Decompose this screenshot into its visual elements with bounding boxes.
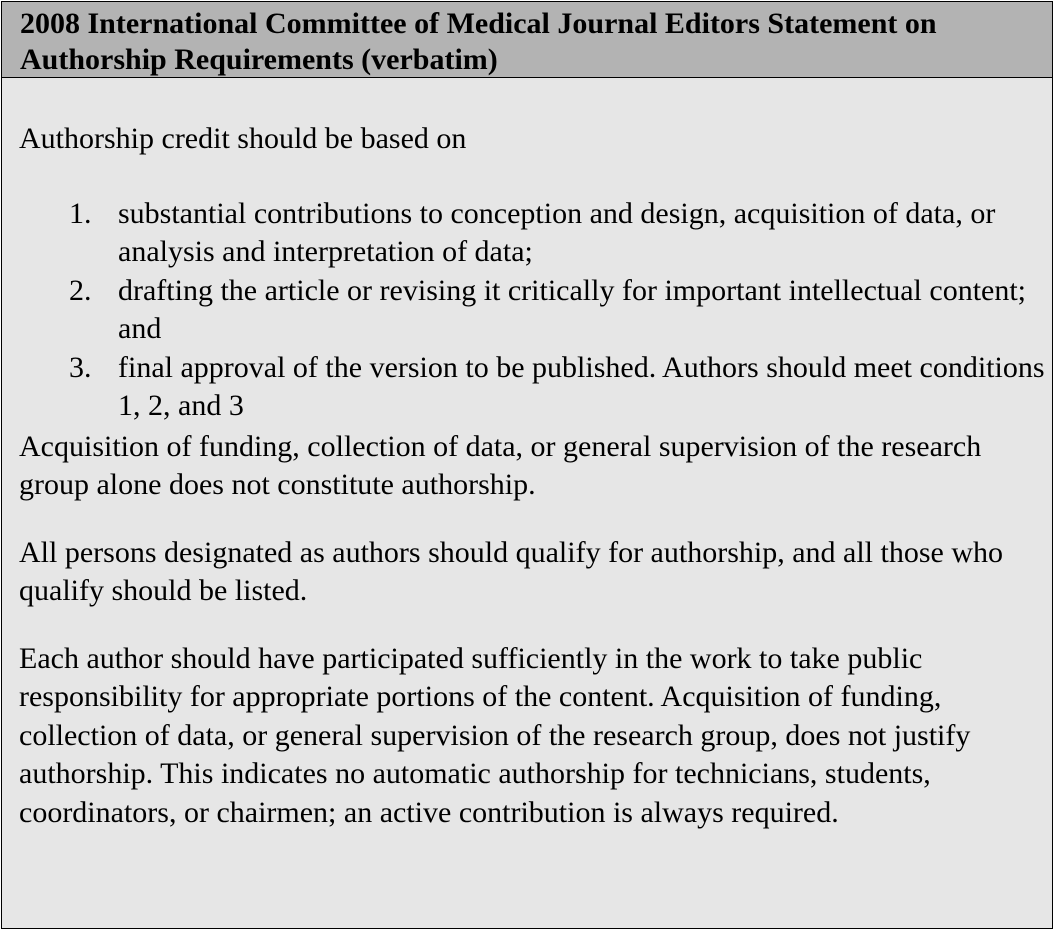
statement-title: 2008 International Committee of Medical Journal Editors Statement on Authorship Requirements (verbatim) xyxy=(2,2,1052,78)
criteria-list xyxy=(19,195,1052,426)
criteria-item xyxy=(19,272,1052,349)
criteria-number: 3. xyxy=(69,350,92,384)
intro-text: Authorship credit should be based on xyxy=(19,122,467,155)
criteria-text: final approval of the version to be published. Authors should meet conditions 1, 2, and 3 xyxy=(118,350,1045,422)
criteria-number: 2. xyxy=(69,273,92,307)
criteria-text: drafting the article or revising it critically for important intellectual content; and xyxy=(118,273,1027,345)
statement-body xyxy=(2,78,1052,832)
criteria-number: 1. xyxy=(69,196,92,230)
paragraph-qualify: All persons designated as authors should qualify for authorship, and all those who qualify should be listed. xyxy=(19,535,1003,607)
paragraph-funding: Acquisition of funding, collection of data, or general supervision of the research group alone does not constitute authorship. xyxy=(19,429,982,501)
criteria-text: substantial contributions to conception and design, acquisition of data, or analysis and interpretation of data; xyxy=(118,196,996,268)
criteria-item xyxy=(19,349,1052,426)
paragraph-responsibility: Each author should have participated sufficiently in the work to take public responsibility for appropriate portions of the content. Acquisition of funding, collection of data, or general supervision of the research group, does not justify authorship. This indicates no automatic authorship for technicians, students, coordinators, or chairmen; an active contribution is always required. xyxy=(19,641,971,829)
statement-box xyxy=(1,1,1053,929)
criteria-item xyxy=(19,195,1052,272)
